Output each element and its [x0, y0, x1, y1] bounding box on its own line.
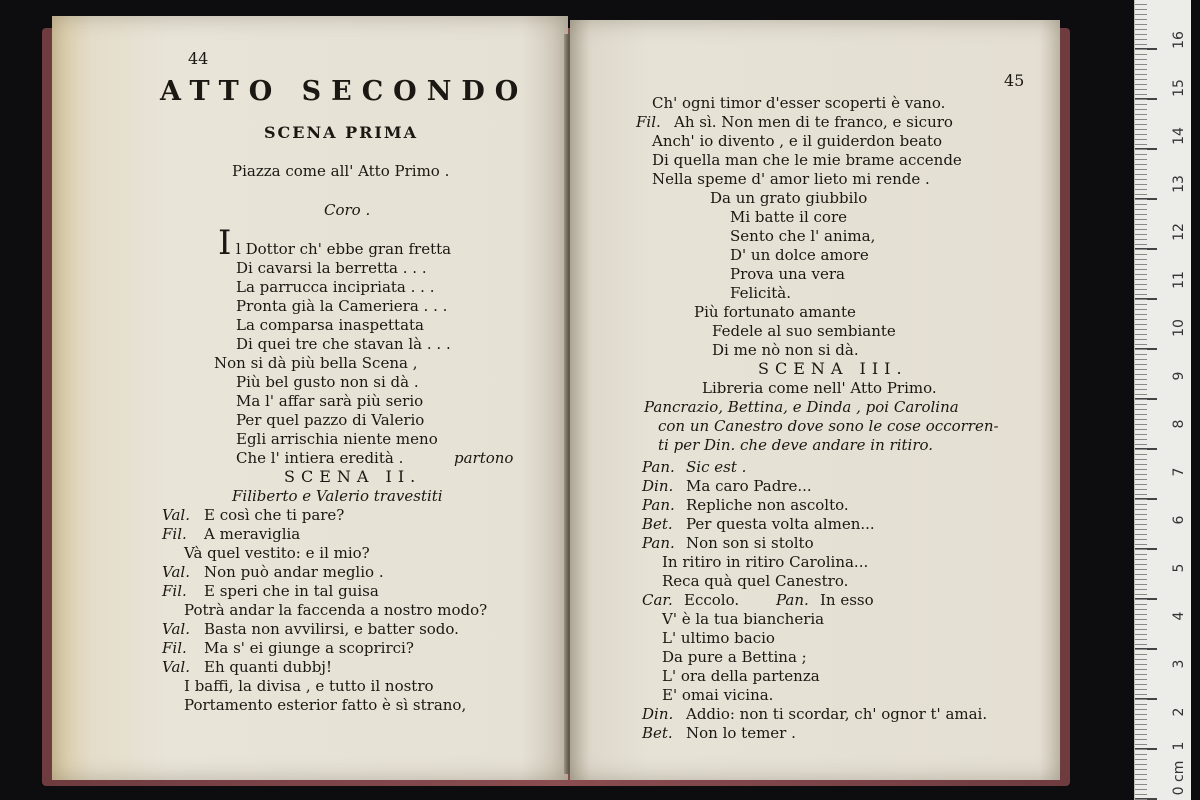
ruler-mark: 10 — [1171, 319, 1187, 337]
left-page — [52, 16, 568, 780]
verse-line: Prova una vera — [730, 265, 845, 283]
dialogue-line: V' è la tua biancheria — [662, 610, 825, 628]
dialogue-line: In esso — [820, 591, 874, 609]
dialogue-line: L' ora della partenza — [662, 667, 820, 685]
verse-line: Di quei tre che stavan là . . . — [236, 335, 451, 353]
verse-line: l Dottor ch' ebbe gran fretta — [236, 240, 452, 258]
ruler-mark: 6 — [1171, 515, 1187, 525]
verse-line: Più fortunato amante — [694, 303, 856, 321]
verse-line: Di cavarsi la berretta . . . — [236, 259, 427, 277]
speaker-label: Fil. — [162, 525, 187, 543]
dialogue-line: Per questa volta almen... — [686, 515, 875, 533]
dialogue-line: Basta non avvilirsi, e batter sodo. — [204, 620, 459, 638]
dialogue-line: E così che ti pare? — [204, 506, 345, 524]
page-number: 45 — [1004, 71, 1025, 90]
verse-line: Fedele al suo sembiante — [712, 322, 896, 340]
dialogue-line: Da pure a Bettina ; — [662, 648, 807, 666]
dialogue-line: Non son si stolto — [686, 534, 814, 552]
ruler-mark: 1 — [1171, 741, 1187, 751]
speaker-label: Pan. — [776, 591, 809, 609]
verse-line: Che l' intiera eredità . — [236, 449, 404, 467]
verse-line: Mi batte il core — [730, 208, 848, 226]
dialogue-line: E' omai vicina. — [662, 686, 774, 704]
stage-direction: con un Canestro dove sono le cose occorren- — [658, 417, 999, 435]
speaker-label: Din. — [642, 705, 674, 723]
ruler-mark: 2 — [1171, 707, 1187, 717]
dialogue-line: E speri che in tal guisa — [204, 582, 379, 600]
page-number: 44 — [188, 49, 209, 68]
speaker-label: Val. — [162, 506, 190, 524]
speaker-label: Val. — [162, 620, 190, 638]
ruler-mark: 11 — [1171, 271, 1187, 289]
ruler-mark: 9 — [1171, 371, 1187, 381]
speaker-label: Pan. — [642, 534, 675, 552]
dialogue-line: Portamento esterior fatto è sì strano, — [184, 696, 467, 714]
dialogue-line: Ma s' ei giunge a scoprirci? — [204, 639, 414, 657]
speaker-label: Pan. — [642, 496, 675, 514]
dialogue-line: A meraviglia — [204, 525, 301, 543]
ruler-mark: 3 — [1171, 659, 1187, 669]
ruler-mark: 0 cm — [1171, 760, 1187, 796]
verse-line: Non si dà più bella Scena , — [214, 354, 418, 372]
right-page — [570, 20, 1060, 780]
dialogue-line: Eccolo. — [684, 591, 740, 609]
dialogue-line: Reca quà quel Canestro. — [662, 572, 849, 590]
verse-line: Ma l' affar sarà più serio — [236, 392, 424, 410]
dialogue-line: Non lo temer . — [686, 724, 796, 742]
dialogue-line: Di quella man che le mie brame accende — [652, 151, 962, 169]
scene-title: SCENA PRIMA — [264, 123, 419, 142]
verse-line: Pronta già la Cameriera . . . — [236, 297, 448, 315]
drop-cap: I — [218, 223, 232, 263]
verse-line: Sento che l' anima, — [730, 227, 876, 245]
verse-line: La parrucca incipriata . . . — [236, 278, 435, 296]
speaker-label: Car. — [642, 591, 673, 609]
dialogue-line: Ah sì. Non men di te franco, e sicuro — [674, 113, 953, 131]
scene-title: SCENA II. — [284, 467, 422, 486]
ruler-mark: 8 — [1171, 419, 1187, 429]
ruler-mark: 12 — [1171, 223, 1187, 241]
ruler-mark: 7 — [1171, 467, 1187, 477]
scene-title: SCENA III. — [758, 359, 908, 378]
dialogue-line: Eh quanti dubbj! — [204, 658, 332, 676]
verse-line: Di me nò non si dà. — [712, 341, 859, 359]
ruler-mark: 15 — [1171, 79, 1187, 97]
dialogue-line: Potrà andar la faccenda a nostro modo? — [184, 601, 488, 619]
speaker-label: Val. — [162, 658, 190, 676]
ruler-mark: 4 — [1171, 611, 1187, 621]
stage-direction: partono — [454, 449, 514, 467]
ruler-mark: 16 — [1171, 31, 1187, 49]
dialogue-line: Repliche non ascolto. — [686, 496, 849, 514]
chorus-label: Coro . — [324, 201, 371, 219]
verse-line: Egli arrischia niente meno — [236, 430, 438, 448]
dialogue-line: In ritiro in ritiro Carolina... — [662, 553, 869, 571]
verse-line: La comparsa inaspettata — [236, 316, 424, 334]
stage-direction: Filiberto e Valerio travestiti — [232, 487, 443, 505]
dialogue-line: Anch' io divento , e il guiderdon beato — [652, 132, 943, 150]
dialogue-line: Nella speme d' amor lieto mi rende . — [652, 170, 930, 188]
speaker-label: Bet. — [642, 724, 673, 742]
dialogue-line: Sic est . — [686, 458, 747, 476]
speaker-label: Fil. — [162, 639, 187, 657]
dialogue-line: Ma caro Padre... — [686, 477, 812, 495]
stage-direction: ti per Din. che deve andare in ritiro. — [658, 436, 934, 454]
stage-setting: Piazza come all' Atto Primo . — [232, 162, 450, 180]
dialogue-line: I baffi, la divisa , e tutto il nostro — [184, 677, 434, 695]
stage-direction: Pancrazio, Bettina, e Dinda , poi Carolina — [644, 398, 959, 416]
stage-setting: Libreria come nell' Atto Primo. — [702, 379, 937, 397]
speaker-label: Din. — [642, 477, 674, 495]
speaker-label: Fil. — [162, 582, 187, 600]
verse-line: Felicità. — [730, 284, 791, 302]
dialogue-line: Và quel vestito: e il mio? — [184, 544, 370, 562]
verse-line: D' un dolce amore — [730, 246, 869, 264]
dialogue-line: Non può andar meglio . — [204, 563, 384, 581]
verse-line: Per quel pazzo di Valerio — [236, 411, 425, 429]
measurement-ruler — [1134, 0, 1191, 800]
ruler-mark: 14 — [1171, 127, 1187, 145]
verse-line: Da un grato giubbilo — [710, 189, 868, 207]
verse-line: Più bel gusto non si dà . — [236, 373, 419, 391]
dialogue-line: Addio: non ti scordar, ch' ognor t' amai. — [686, 705, 988, 723]
open-book — [40, 14, 1070, 784]
speaker-label: Pan. — [642, 458, 675, 476]
dialogue-line: L' ultimo bacio — [662, 629, 775, 647]
speaker-label: Fil. — [636, 113, 661, 131]
ruler-mark: 13 — [1171, 175, 1187, 193]
speaker-label: Val. — [162, 563, 190, 581]
speaker-label: Bet. — [642, 515, 673, 533]
act-title: ATTO SECONDO — [160, 76, 529, 107]
ruler-mark: 5 — [1171, 563, 1187, 573]
dialogue-line: Ch' ogni timor d'esser scoperti è vano. — [652, 94, 946, 112]
